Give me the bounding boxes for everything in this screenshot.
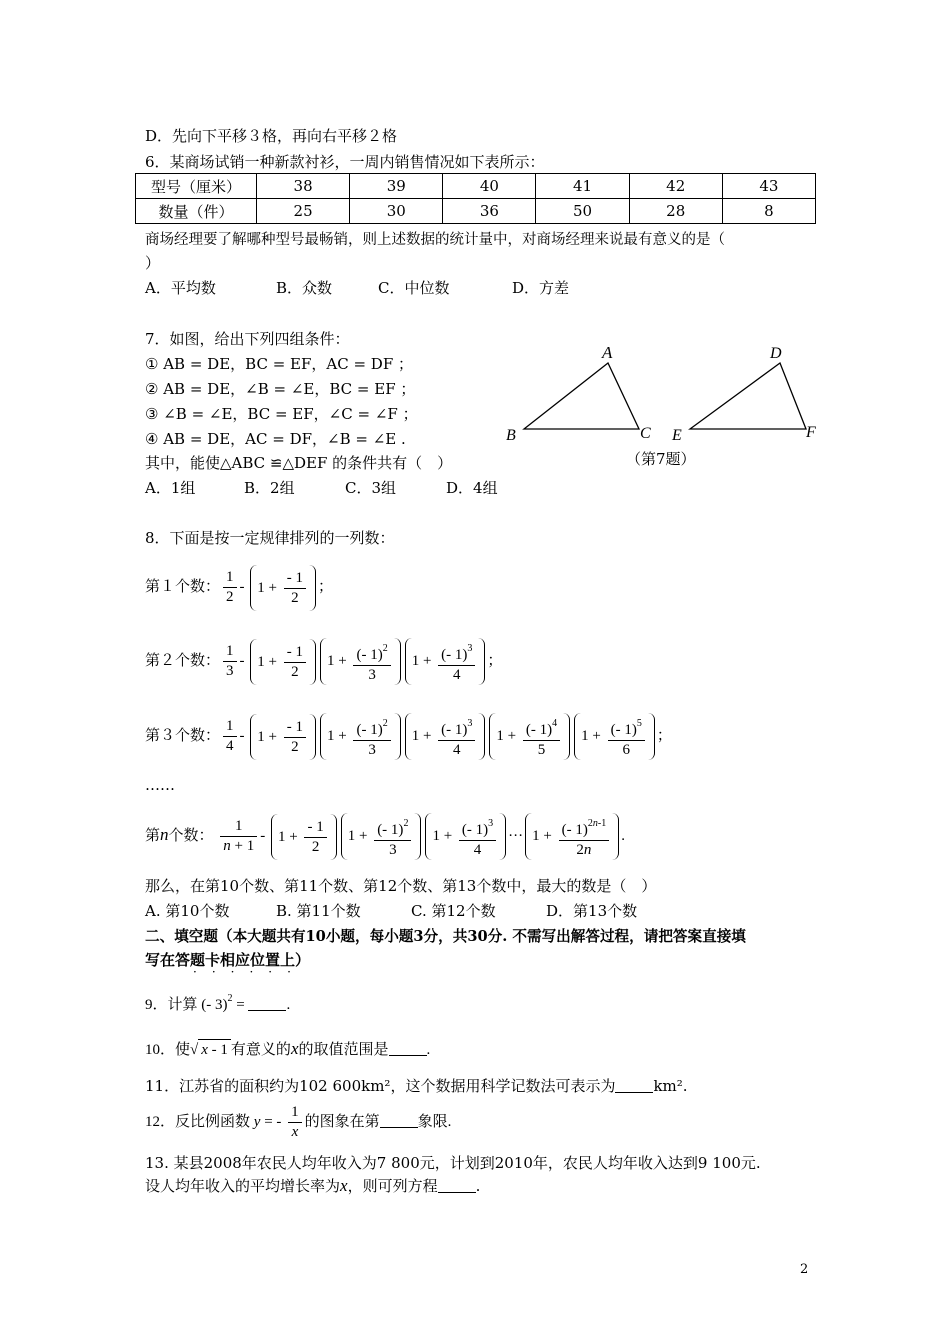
q13-line1: 13. 某县2008年农民人均年收入为7 800元，计划到2010年，农民人均年收入达到9 100元. bbox=[145, 1154, 761, 1172]
table-cell: 43 bbox=[722, 174, 815, 199]
q8-item-3: 第３个数： $\frac{1}{4}$ - 1 + $\frac{- 1}{2}$ 1 + $\frac{(- 1)^2}{3}$ 1 + $\frac{(- 1)^3}{4}$ 1 + $\frac{(- 1)^4}{5}$ 1 + $\frac{(- 1)^5}{6}$ ； bbox=[145, 713, 672, 760]
q8-stem: 8．下面是按一定规律排列的一列数： bbox=[145, 529, 395, 547]
q7-option-a: A．1组 bbox=[145, 479, 196, 497]
q8-option-d: D．第13个数 bbox=[546, 902, 638, 920]
q10-text-post: 的取值范围是 bbox=[298, 1042, 389, 1058]
q13-line2 bbox=[145, 1176, 480, 1196]
q6-option-a: A．平均数 bbox=[145, 279, 216, 297]
q9-text: 9．计算 bbox=[145, 997, 198, 1013]
q8-option-a: A. 第10个数 bbox=[145, 902, 230, 920]
q7-question: 其中，能使△ABC ≌△DEF 的条件共有（ ） bbox=[145, 454, 453, 472]
table-header-cell: 型号（厘米） bbox=[136, 174, 257, 199]
q7-condition-2: ② AB = DE，∠B = ∠E，BC = EF ； bbox=[145, 380, 416, 398]
q13-text-post: ，则可列方程 bbox=[347, 1177, 438, 1195]
answer-blank bbox=[389, 1041, 427, 1056]
q12-text-end: 象限. bbox=[417, 1114, 452, 1130]
q7-option-c: C．3组 bbox=[345, 479, 397, 497]
q8-item-1: 第１个数： $\frac{1}{2}$ - 1 + $\frac{- 1}{2}$ ； bbox=[145, 564, 333, 611]
item-label: 第 bbox=[145, 828, 161, 844]
q7-condition-3: ③ ∠B = ∠E，BC = EF，∠C = ∠F ； bbox=[145, 405, 418, 423]
q6-option-d: D．方差 bbox=[512, 279, 570, 297]
table-cell: 50 bbox=[536, 199, 629, 224]
item-label: 个数： bbox=[168, 828, 214, 844]
table-cell: 30 bbox=[350, 199, 443, 224]
label-d: D bbox=[770, 345, 782, 362]
table-cell: 8 bbox=[722, 199, 815, 224]
q6-option-c: C．中位数 bbox=[378, 279, 450, 297]
q9-period: . bbox=[286, 997, 291, 1013]
q9: 9．计算 (- 3)$^2$ = . bbox=[145, 993, 291, 1013]
q8-item-n: 第n个数： $\frac{1}{n + 1}$ - 1 + $\frac{- 1}{2}$ 1 + $\frac{(- 1)^2}{3}$ 1 + $\frac{(- 1)^3}{4}$ ··· 1 + $\frac{(- 1)^{2n-1}}{2n}$ . bbox=[145, 812, 625, 860]
q12: 12．反比例函数 y = - $\frac{1}{x}$ 的图象在第 象限. bbox=[145, 1104, 452, 1141]
label-c: C bbox=[640, 425, 651, 442]
table-cell: 39 bbox=[350, 174, 443, 199]
q11 bbox=[145, 1076, 688, 1096]
section2-heading-line1: 二、填空题（本大题共有10小题，每小题3分，共30分. 不需写出解答过程，请把答案直接填 bbox=[145, 928, 746, 945]
section2-heading-line2: 写在答题卡相应位置上） bbox=[145, 951, 311, 969]
answer-blank bbox=[438, 1178, 476, 1193]
q10-text-mid: 有意义的 bbox=[230, 1042, 291, 1058]
table-header-cell: 数量（件） bbox=[136, 199, 257, 224]
page-number: 2 bbox=[800, 1262, 809, 1277]
q7-option-b: B．2组 bbox=[244, 479, 295, 497]
answer-blank bbox=[248, 996, 286, 1011]
sales-table bbox=[135, 173, 816, 224]
q11-unit: km². bbox=[653, 1077, 688, 1095]
q8-option-c: C. 第12个数 bbox=[411, 902, 496, 920]
q5-option-d: D．先向下平移３格，再向右平移２格 bbox=[145, 127, 398, 145]
q6-stem: 6．某商场试销一种新款衬衫，一周内销售情况如下表所示： bbox=[145, 153, 545, 171]
var-x: x bbox=[340, 1176, 348, 1195]
emphasis-dots: ······ bbox=[193, 965, 306, 979]
q11-text: 11．江苏省的面积约为102 600km²，这个数据用科学记数法可表示为 bbox=[145, 1077, 616, 1095]
q10: 10．使√ x - 1 有意义的x的取值范围是 . bbox=[145, 1039, 431, 1058]
q6-option-b: B．众数 bbox=[276, 279, 333, 297]
q7-option-d: D．4组 bbox=[446, 479, 498, 497]
var-n: n bbox=[160, 825, 169, 844]
item-label: 第２个数： bbox=[145, 653, 221, 669]
label-e: E bbox=[672, 427, 682, 444]
table-cell: 38 bbox=[257, 174, 350, 199]
q7-condition-1: ① AB = DE，BC = EF，AC = DF ； bbox=[145, 355, 414, 373]
q7-stem: 7．如图，给出下列四组条件： bbox=[145, 330, 350, 348]
q8-item-2: 第２个数： $\frac{1}{3}$ - 1 + $\frac{- 1}{2}$ 1 + $\frac{(- 1)^2}{3}$ 1 + $\frac{(- 1)^3}{4}$ ； bbox=[145, 638, 502, 685]
q8-question: 那么，在第10个数、第11个数、第12个数、第13个数中，最大的数是（ ） bbox=[145, 877, 657, 895]
table-row bbox=[136, 174, 816, 199]
q7-figure-caption: （第7题） bbox=[626, 450, 696, 468]
table-cell: 41 bbox=[536, 174, 629, 199]
item-label: 第１个数： bbox=[145, 579, 221, 595]
var-x: x bbox=[290, 1039, 299, 1058]
answer-blank bbox=[380, 1113, 418, 1128]
q13-text: 设人均年收入的平均增长率为 bbox=[145, 1177, 341, 1195]
q8-option-b: B. 第11个数 bbox=[276, 902, 361, 920]
answer-blank bbox=[615, 1078, 653, 1093]
q10-text: 10．使 bbox=[145, 1042, 191, 1058]
table-cell: 36 bbox=[443, 199, 536, 224]
label-f: F bbox=[806, 424, 816, 441]
q6-question-line1: 商场经理要了解哪种型号最畅销，则上述数据的统计量中，对商场经理来说最有意义的是（ bbox=[145, 232, 725, 248]
triangle-abc bbox=[524, 363, 639, 429]
q10-period: . bbox=[426, 1042, 431, 1058]
triangle-def bbox=[690, 363, 806, 429]
q6-question-line2: ） bbox=[145, 254, 161, 272]
table-cell: 25 bbox=[257, 199, 350, 224]
q8-ellipsis: …… bbox=[145, 776, 175, 794]
label-a: A bbox=[602, 343, 613, 362]
q12-text: 12．反比例函数 bbox=[145, 1114, 251, 1130]
table-cell: 42 bbox=[629, 174, 722, 199]
table-row bbox=[136, 199, 816, 224]
table-cell: 28 bbox=[629, 199, 722, 224]
q7-condition-4: ④ AB = DE，AC = DF，∠B = ∠E . bbox=[145, 430, 406, 448]
q12-text-post: 的图象在第 bbox=[304, 1114, 380, 1130]
q13-period: . bbox=[475, 1177, 481, 1195]
item-label: 第３个数： bbox=[145, 728, 221, 744]
label-b: B bbox=[506, 427, 516, 444]
table-cell: 40 bbox=[443, 174, 536, 199]
